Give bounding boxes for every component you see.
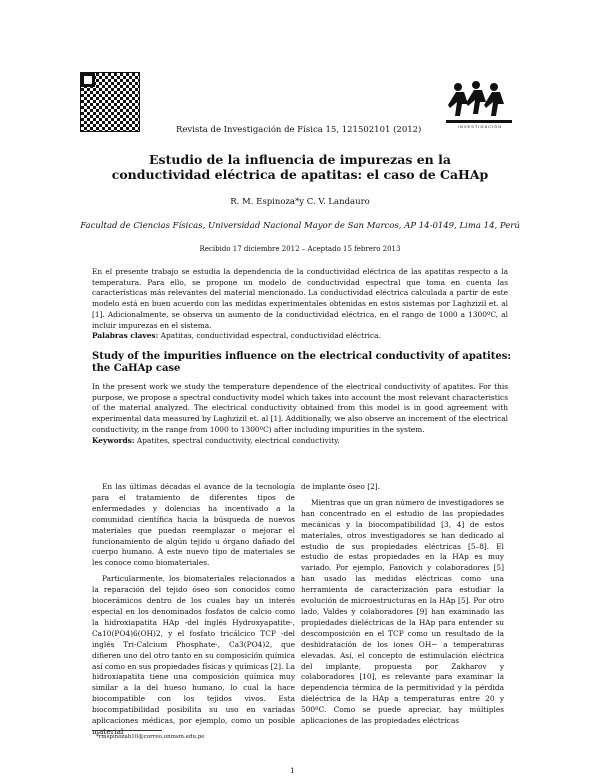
paragraph: En las últimas décadas el avance de la tecnología para el tratamiento de diferentes tipos de enfermedades y dolencias ha incentivado a la comunidad científica hacia la búsqueda de nuevos materiales que puedan reemplazar o mejorar el funcionamiento de algún tejido u órgano dañado del cuerpo humano. A este nuevo tipo de materiales se les conoce como biomateriales. [92,482,295,568]
english-title: Study of the impurities influence on the electrical conductivity of apatites: the CaHAp case [92,351,512,374]
abstract-spanish-text: En el presente trabajo se estudia la dependencia de la conductividad eléctrica de las apatitas respecto a la temperatura. Para ello, se propone un modelo de conductividad espectral que toma en cuenta las características más relevantes del material mencionado. La conductividad eléctrica calculada a partir de este modelo está en buen acuerdo con las medidas experimentales obtenidas en estos sistemas por Laghzizil et. al [1]. Adicionalmente, se observa un aumento de la conductividad eléctrica, en el rango de 1000 a 1300ºC, al incluir impurezas en el sistema. [92,267,508,330]
abstract-english-text: In the present work we study the temperature dependence of the electrical conductivity of apatites. For this purpose, we propose a spectral conductivity model which takes into account the most relevant characteristics of the material analyzed. The electrical conductivity obtained from this model is in good agreement with experimental data measured by Laghzizil et. al [1]. Additionally, we also observe an increment of the electrical conductivity, in the range from 1000 to 1300ºC) after including impurities in the system. [92,382,508,434]
footnote-email: *rmspinozah10@correo.unmsm.edu.pe [96,734,205,740]
keywords-english-label: Keywords: [92,435,135,445]
keywords-english [92,436,508,447]
paragraph: de implante óseo [2]. [301,482,381,491]
paragraph: Mientras que un gran número de investigadores se han concentrado en el estudio de las propiedades mecánicas y la biocompatibilidad [3, 4] de estos materiales, otros investigadores se han dedicado al estudio de sus propiedades eléctricas [5–8]. El estudio de estas propiedades en la HAp es muy variado. Por ejemplo, Fanovich y colaboradores [5] han usado las medidas eléctricas como una herramienta de caracterización para estudiar la evolución de microestructuras en la HAp [5]. Por otro lado, Valdes y colaboradores [9] han examinado las propiedades dieléctricas de la HAp para entender su descomposición en el TCP como un resultado de la deshidratación de los iones OH− a temperaturas elevadas. Así, el concepto de estimulación eléctrica del implante, propuesta por Zakharov y colaboradores [10], es relevante para examinar la dependencia térmica de la permitividad y la pérdida dieléctrica de la HAp a temperaturas entre 20 y 500ºC. Como se puede apreciar, hay múltiples aplicaciones de las propiedades eléctricas [301,497,504,726]
abstract-english [92,382,508,446]
received-accepted-dates: Recibido 17 diciembre 2012 – Aceptado 15 febrero 2013 [199,245,401,253]
body-column-right [301,482,504,727]
affiliation: Facultad de Ciencias Físicas, Universidad Nacional Mayor de San Marcos, AP 14-0149, Lima 14, Perú [80,221,520,231]
paper-title: Estudio de la influencia de impurezas en la conductividad eléctrica de apatitas: el caso de CaHAp [111,152,489,182]
keywords-spanish-list: Apatitas, conductividad espectral, conductividad eléctrica. [160,331,381,341]
body-column-left [92,482,295,738]
paragraph: Particularmente, los biomateriales relacionados a la reparación del tejido óseo son conocidos como biocerámicos dentro de los cuales hay un interés especial en los denominados fosfatos de calcio como la hidroxiapatita HAp -del inglés Hydroxyapatite-, Ca10(PO4)6(OH)2, y el fosfato tricálcico TCP -del inglés Tri-Calcium Phosphate-, Ca3(PO4)2, que difieren uno del otro tanto en su composición química así como en sus propiedades físicas y químicas [2]. La hidroxiapatita tiene una composición química muy similar a la del hueso humano, lo cual la hace biocompatible con los tejidos vivos. Esta biocompatibilidad posibilita su uso en variadas aplicaciones médicas, por ejemplo, como un posible material [92,574,295,736]
keywords-english-list: Apatites, spectral conductivity, electrical conductivity. [136,435,340,445]
logo-caption: INVESTIGACIÓN [457,124,503,129]
keywords-spanish [92,331,508,342]
runners-logo-icon [446,78,512,130]
keywords-spanish-label: Palabras claves: [92,331,159,341]
abstract-spanish [92,267,508,342]
qr-code [80,72,140,132]
journal-reference: Revista de Investigación de Física 15, 121502101 (2012) [176,125,422,135]
authors: R. M. Espinoza*y C. V. Landauro [230,197,370,207]
page-number: 1 [290,766,295,775]
footnote-rule [92,730,162,731]
